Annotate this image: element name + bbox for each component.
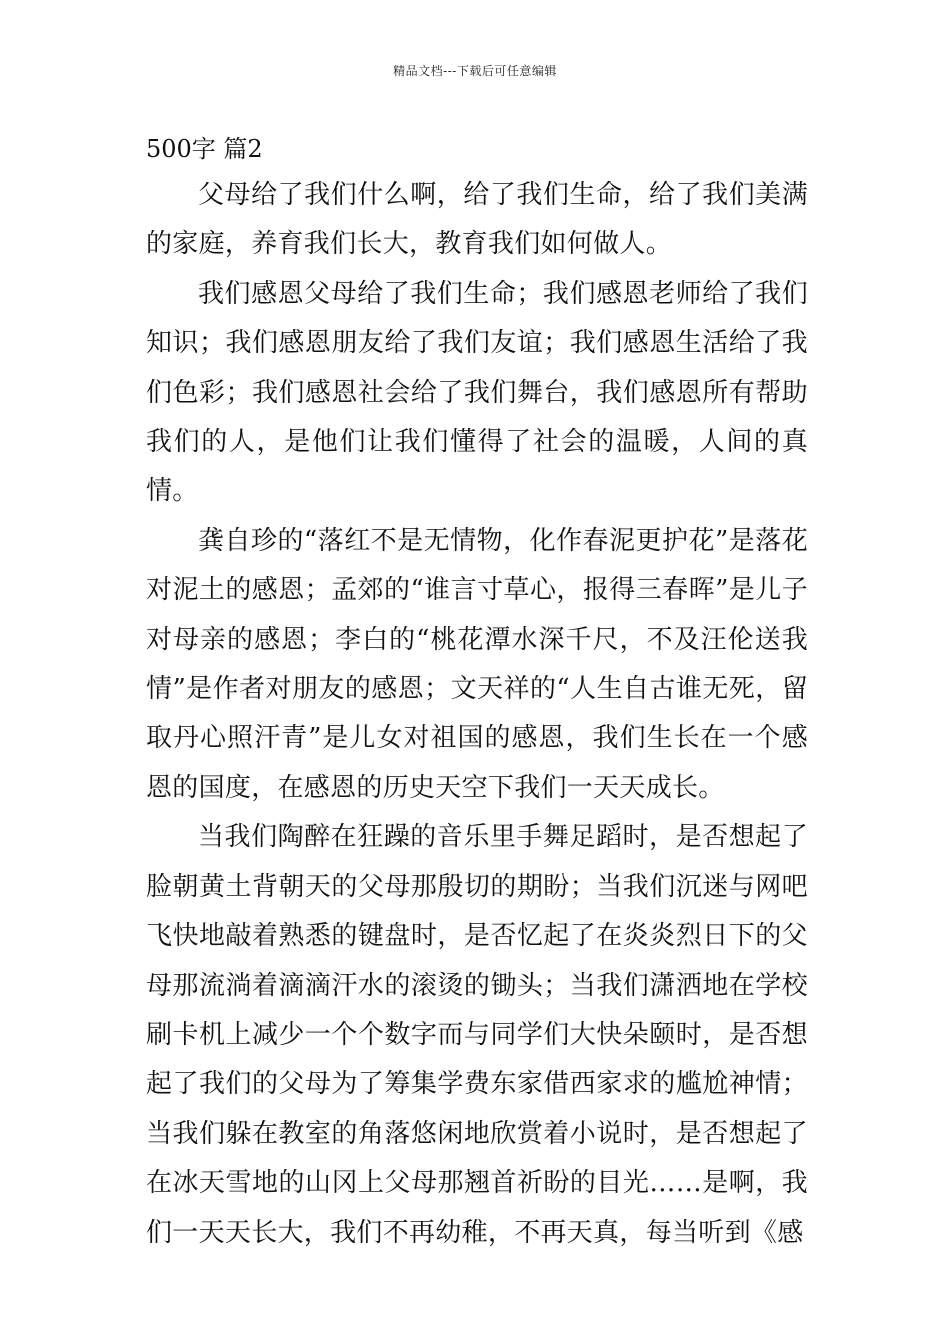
document-body xyxy=(146,129,808,1258)
paragraph-3: 龚自珍的“落红不是无情物，化作春泥更护花”是落花对泥土的感恩；孟郊的“谁言寸草心，报得三春晖”是儿子对母亲的感恩；李白的“桃花潭水深千尺，不及汪伦送我情”是作者对朋友的感恩；文天祥的“人生自古谁无死，留取丹心照汗青”是儿女对祖国的感恩，我们生长在一个感恩的国度，在感恩的历史天空下我们一天天成长。 xyxy=(146,525,808,803)
paragraph-1: 父母给了我们什么啊，给了我们生命，给了我们美满的家庭，养育我们长大，教育我们如何做人。 xyxy=(146,180,808,260)
paragraph-4: 当我们陶醉在狂躁的音乐里手舞足蹈时，是否想起了脸朝黄土背朝天的父母那殷切的期盼；当我们沉迷与网吧飞快地敲着熟悉的键盘时，是否忆起了在炎炎烈日下的父母那流淌着滴滴汗水的滚烫的锄头；当我们潇洒地在学校刷卡机上减少一个个数字而与同学们大快朵颐时，是否想起了我们的父母为了筹集学费东家借西家求的尴尬神情；当我们躲在教室的角落悠闲地欣赏着小说时，是否想起了在冰天雪地的山冈上父母那翘首祈盼的目光……是啊，我们一天天长大，我们不再幼稚，不再天真，每当听到《感 xyxy=(146,822,808,1248)
page-header-watermark: 精品文档---下载后可任意编辑 xyxy=(393,64,557,78)
paragraph-2: 我们感恩父母给了我们生命；我们感恩老师给了我们知识；我们感恩朋友给了我们友谊；我们感恩生活给了我们色彩；我们感恩社会给了我们舞台，我们感恩所有帮助我们的人，是他们让我们懂得了社会的温暖，人间的真情。 xyxy=(146,278,808,507)
section-heading: 500字 篇2 xyxy=(146,135,263,163)
